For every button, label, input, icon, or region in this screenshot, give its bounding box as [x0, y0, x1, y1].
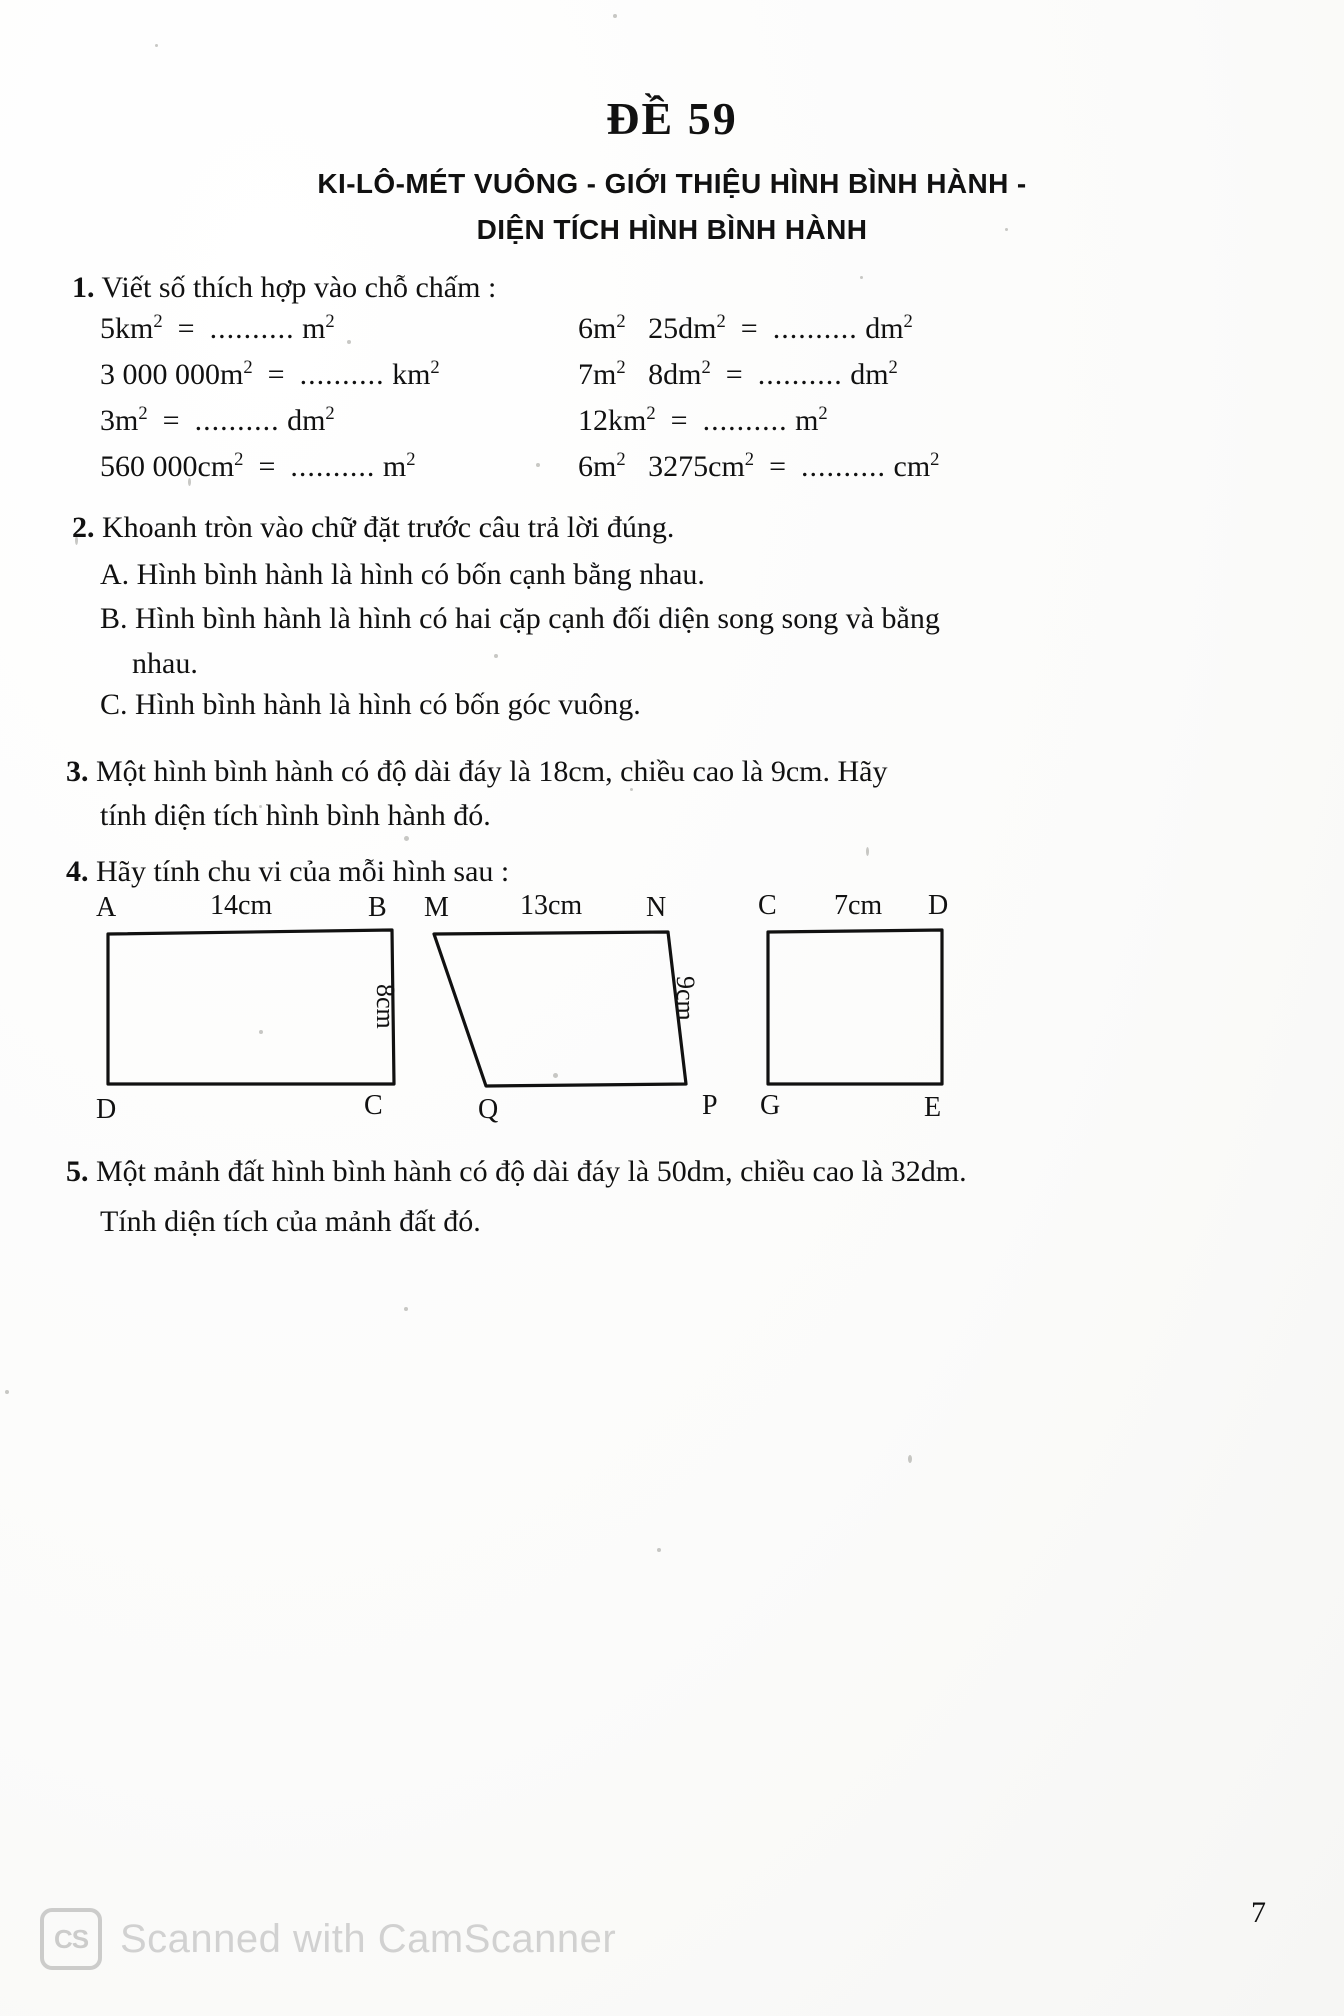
- q1-right-row: [578, 358, 898, 392]
- figure-2-vertex-M: M: [424, 892, 449, 923]
- answer-blank[interactable]: ..........: [772, 312, 858, 345]
- figure-2-side-length: 9cm: [671, 976, 700, 1021]
- lhs-unit: km: [608, 404, 647, 437]
- spacer: [633, 358, 641, 391]
- equals-sign: =: [250, 450, 283, 483]
- spacer: [633, 450, 641, 483]
- rhs-unit: cm: [893, 450, 931, 483]
- lhs-unit: m: [220, 358, 244, 391]
- scan-speck: [536, 463, 540, 467]
- rhs-unit: m: [302, 312, 326, 345]
- rhs-unit: dm: [850, 358, 889, 391]
- rhs-exponent: 2: [888, 357, 898, 378]
- question-4-figures: [0, 890, 1344, 1130]
- question-1-number: 1.: [72, 271, 95, 304]
- lhs-unit: km: [115, 312, 154, 345]
- page-number: 7: [1251, 1896, 1266, 1929]
- equals-sign: =: [663, 404, 696, 437]
- answer-blank[interactable]: ..........: [801, 450, 887, 483]
- option-c-key: C.: [100, 688, 128, 721]
- lhs-unit-2: dm: [678, 312, 717, 345]
- lhs-number-2: 25: [648, 312, 679, 345]
- lhs-number: 6: [578, 312, 593, 345]
- question-4-number: 4.: [66, 855, 89, 888]
- figure-1-vertex-D: D: [96, 1094, 117, 1125]
- figure-1-top-length: 14cm: [210, 890, 273, 921]
- scan-speck: [404, 836, 409, 841]
- lhs-exponent: 2: [646, 403, 656, 424]
- equals-sign: =: [718, 358, 751, 391]
- answer-blank[interactable]: ..........: [209, 312, 295, 345]
- question-3-line-1: [66, 752, 887, 792]
- rhs-exponent: 2: [430, 357, 440, 378]
- scan-speck: [908, 1455, 912, 1463]
- figure-2-vertex-Q: Q: [478, 1094, 499, 1125]
- scan-speck: [494, 654, 498, 658]
- page-title: ĐỀ 59: [606, 93, 738, 144]
- option-c[interactable]: [100, 688, 641, 722]
- option-a-text: Hình bình hành là hình có bốn cạnh bằng nhau.: [136, 558, 705, 591]
- q1-right-row: [578, 404, 828, 438]
- question-5-line-1: [66, 1152, 967, 1192]
- lhs-exponent: 2: [616, 357, 626, 378]
- scan-speck: [5, 1390, 9, 1394]
- equals-sign: =: [260, 358, 293, 391]
- lhs-exponent-2: 2: [716, 311, 726, 332]
- rhs-exponent: 2: [818, 403, 828, 424]
- figure-2-vertex-N: N: [646, 892, 667, 923]
- rhs-unit: dm: [287, 404, 326, 437]
- scan-speck: [404, 1307, 408, 1311]
- option-b[interactable]: [100, 602, 940, 636]
- lhs-unit-2: cm: [708, 450, 745, 483]
- question-5-text-1: Một mảnh đất hình bình hành có độ dài đáy là 50dm, chiều cao là 32dm.: [96, 1155, 967, 1188]
- lhs-unit-2: dm: [663, 358, 702, 391]
- figure-1-vertex-A: A: [96, 892, 117, 923]
- q1-left-row: [100, 312, 335, 346]
- rhs-exponent: 2: [930, 449, 940, 470]
- lhs-unit: m: [593, 450, 617, 483]
- scan-speck: [155, 44, 158, 47]
- lhs-unit: m: [593, 312, 617, 345]
- lhs-number: 560 000: [100, 450, 198, 483]
- figure-3-vertex-E: E: [924, 1092, 942, 1123]
- rhs-unit: km: [392, 358, 431, 391]
- figure-3-square-shape: [764, 928, 964, 1088]
- rhs-unit: m: [382, 450, 407, 483]
- question-2-header: [72, 508, 674, 548]
- option-b-key: B.: [100, 602, 128, 635]
- rhs-exponent: 2: [406, 449, 416, 470]
- rhs-unit: dm: [865, 312, 904, 345]
- scan-speck: [347, 340, 351, 344]
- lhs-unit: m: [593, 358, 617, 391]
- rhs-exponent: 2: [325, 403, 335, 424]
- spacer: [633, 312, 641, 345]
- figure-2-parallelogram-shape: [428, 928, 748, 1096]
- lhs-number: 12: [578, 404, 608, 437]
- lhs-number-2: 3275: [648, 450, 709, 483]
- figure-2-vertex-P: P: [702, 1090, 718, 1121]
- scan-speck: [613, 14, 617, 18]
- option-a-key: A.: [100, 558, 130, 591]
- q1-left-row: [100, 404, 335, 438]
- q1-right-row: [578, 312, 913, 346]
- question-5-text-2: Tính diện tích của mảnh đất đó.: [100, 1205, 481, 1238]
- question-2-prompt: Khoanh tròn vào chữ đặt trước câu trả lời đúng.: [102, 511, 675, 544]
- option-b-continuation: [132, 647, 198, 681]
- question-5-line-2: [100, 1202, 481, 1242]
- option-b-text: Hình bình hành là hình có hai cặp cạnh đối diện song song và bằng: [135, 602, 940, 635]
- lhs-exponent-2: 2: [701, 357, 711, 378]
- lhs-exponent: 2: [616, 449, 626, 470]
- figure-2-top-length: 13cm: [520, 890, 583, 921]
- lhs-unit: m: [115, 404, 139, 437]
- figure-1-side-length: 8cm: [371, 984, 400, 1029]
- equals-sign: =: [761, 450, 794, 483]
- question-1-header: [72, 268, 496, 308]
- answer-blank[interactable]: ..........: [194, 404, 280, 437]
- answer-blank[interactable]: ..........: [757, 358, 843, 391]
- rhs-exponent: 2: [325, 311, 335, 332]
- answer-blank[interactable]: ..........: [290, 450, 376, 483]
- subtitle-line-2: DIỆN TÍCH HÌNH BÌNH HÀNH: [476, 214, 868, 245]
- option-c-text: Hình bình hành là hình có bốn góc vuông.: [135, 688, 641, 721]
- lhs-exponent: 2: [153, 311, 163, 332]
- question-1-prompt: Viết số thích hợp vào chỗ chấm :: [101, 271, 497, 304]
- question-3-text-1: Một hình bình hành có độ dài đáy là 18cm, chiều cao là 9cm. Hãy: [96, 755, 888, 788]
- question-2-number: 2.: [72, 511, 95, 544]
- figure-1-vertex-B: B: [368, 892, 387, 923]
- rhs-unit: m: [795, 404, 819, 437]
- lhs-exponent: 2: [234, 449, 244, 470]
- figure-1-rectangle-shape: [104, 928, 424, 1088]
- lhs-exponent: 2: [138, 403, 148, 424]
- camscanner-watermark-text: Scanned with CamScanner: [120, 1916, 617, 1961]
- lhs-number: 7: [578, 358, 593, 391]
- question-4-prompt: Hãy tính chu vi của mỗi hình sau :: [96, 855, 510, 888]
- scan-speck: [860, 276, 863, 279]
- q1-right-row: [578, 450, 939, 484]
- rhs-exponent: 2: [903, 311, 913, 332]
- camscanner-watermark: [40, 1908, 616, 1970]
- subtitle-line-1: KI-LÔ-MÉT VUÔNG - GIỚI THIỆU HÌNH BÌNH HÀNH -: [317, 168, 1027, 199]
- scan-speck: [866, 847, 869, 856]
- question-3-text-2: tính diện tích hình bình hành đó.: [100, 799, 491, 832]
- answer-blank[interactable]: ..........: [702, 404, 788, 437]
- lhs-unit: cm: [197, 450, 235, 483]
- q1-left-row: [100, 450, 416, 484]
- question-4-header: [66, 852, 509, 892]
- equals-sign: =: [170, 312, 203, 345]
- lhs-number: 3: [100, 404, 115, 437]
- option-a[interactable]: [100, 558, 705, 592]
- question-5-number: 5.: [66, 1155, 89, 1188]
- camscanner-badge-icon: CS: [40, 1908, 102, 1970]
- lhs-exponent-2: 2: [744, 449, 755, 470]
- lhs-exponent: 2: [616, 311, 626, 332]
- figure-3-vertex-C: C: [758, 890, 777, 921]
- lhs-number-2: 8: [648, 358, 664, 391]
- equals-sign: =: [155, 404, 188, 437]
- figure-3-top-length: 7cm: [834, 890, 883, 921]
- lhs-number: 6: [578, 450, 593, 483]
- question-3-number: 3.: [66, 755, 89, 788]
- lhs-exponent: 2: [243, 357, 253, 378]
- scan-speck: [657, 1548, 661, 1552]
- q1-left-row: [100, 358, 440, 392]
- option-b-text-cont: nhau.: [132, 647, 198, 680]
- figure-1-vertex-C: C: [364, 1090, 383, 1121]
- lhs-number: 5: [100, 312, 115, 345]
- lhs-number: 3 000 000: [100, 358, 220, 391]
- question-3-line-2: [100, 796, 491, 836]
- equals-sign: =: [733, 312, 766, 345]
- answer-blank[interactable]: ..........: [299, 358, 385, 391]
- figure-3-vertex-G: G: [760, 1090, 781, 1121]
- figure-3-vertex-D: D: [928, 890, 949, 921]
